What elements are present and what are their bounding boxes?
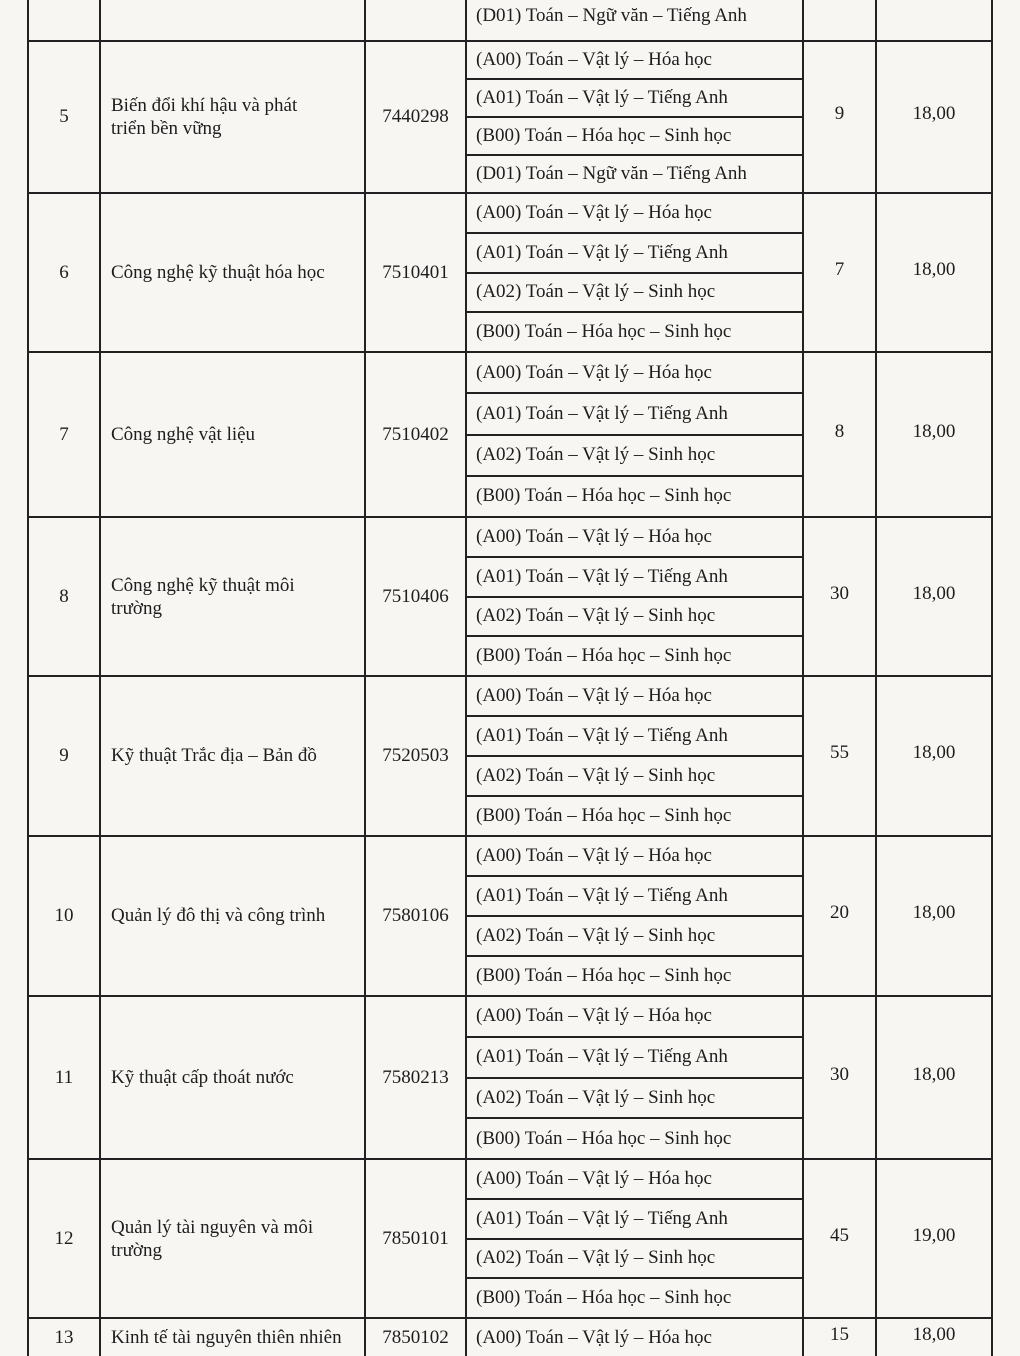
enrollment-quota: 45 bbox=[830, 1224, 849, 1246]
major-code: 7850101 bbox=[382, 1227, 449, 1249]
row-number: 12 bbox=[54, 1227, 74, 1249]
subject-separator bbox=[466, 78, 803, 80]
subject-combination: (A01) Toán – Vật lý – Tiếng Anh bbox=[476, 565, 728, 587]
row-border bbox=[28, 192, 992, 194]
subject-separator bbox=[466, 795, 803, 797]
row-number: 8 bbox=[59, 585, 69, 607]
subject-separator bbox=[466, 915, 803, 917]
major-name: Kinh tế tài nguyên thiên nhiên bbox=[111, 1327, 342, 1348]
subject-combination: (A00) Toán – Vật lý – Hóa học bbox=[476, 845, 712, 866]
row-border bbox=[28, 835, 992, 837]
subject-combination: (B00) Toán – Hóa học – Sinh học bbox=[476, 125, 732, 146]
subject-combination: (B00) Toán – Hóa học – Sinh học bbox=[476, 1287, 732, 1309]
subject-separator bbox=[466, 955, 803, 957]
subject-separator bbox=[466, 475, 803, 477]
major-code: 7440298 bbox=[382, 106, 449, 127]
subject-combination: (A00) Toán – Vật lý – Hóa học bbox=[476, 201, 712, 223]
benchmark-score: 18,00 bbox=[912, 902, 956, 923]
subject-combination: (A00) Toán – Vật lý – Hóa học bbox=[476, 1005, 712, 1027]
subject-combination: (A02) Toán – Vật lý – Sinh học bbox=[476, 281, 716, 303]
subject-combination: (A00) Toán – Vật lý – Hóa học bbox=[476, 1167, 712, 1189]
column-border-0 bbox=[27, 0, 29, 1356]
subject-separator bbox=[466, 875, 803, 877]
row-number: 9 bbox=[59, 745, 69, 766]
subject-separator bbox=[466, 715, 803, 717]
subject-combination: (A00) Toán – Vật lý – Hóa học bbox=[476, 525, 712, 547]
major-name: Biến đổi khí hậu và phát triển bền vững bbox=[111, 95, 298, 139]
subject-separator bbox=[466, 1198, 803, 1200]
major-name: Công nghệ kỹ thuật môi trường bbox=[111, 574, 295, 619]
row-number: 11 bbox=[54, 1066, 74, 1088]
subject-combination: (B00) Toán – Hóa học – Sinh học bbox=[476, 805, 732, 826]
major-code: 7510402 bbox=[382, 423, 449, 445]
row-number: 5 bbox=[59, 106, 69, 127]
column-border-5 bbox=[875, 0, 877, 1356]
subject-combination: (B00) Toán – Hóa học – Sinh học bbox=[476, 485, 732, 507]
row-border bbox=[28, 675, 992, 677]
column-border-2 bbox=[364, 0, 366, 1356]
benchmark-score: 18,00 bbox=[912, 742, 956, 763]
subject-separator bbox=[466, 154, 803, 156]
subject-combination: (A02) Toán – Vật lý – Sinh học bbox=[476, 765, 716, 786]
major-name: Quản lý tài nguyên và môi trường bbox=[111, 1216, 314, 1261]
subject-combination: (A01) Toán – Vật lý – Tiếng Anh bbox=[476, 1046, 728, 1068]
subject-separator bbox=[466, 1238, 803, 1240]
enrollment-quota: 15 bbox=[830, 1324, 849, 1345]
subject-combination: (A00) Toán – Vật lý – Hóa học bbox=[476, 49, 712, 70]
row-border bbox=[28, 40, 992, 42]
subject-combination: (A01) Toán – Vật lý – Tiếng Anh bbox=[476, 885, 728, 906]
subject-combination: (A01) Toán – Vật lý – Tiếng Anh bbox=[476, 725, 728, 746]
subject-separator bbox=[466, 392, 803, 394]
enrollment-quota: 20 bbox=[830, 902, 849, 923]
column-border-3 bbox=[465, 0, 467, 1356]
subject-combination: (A02) Toán – Vật lý – Sinh học bbox=[476, 444, 716, 466]
major-code: 7510401 bbox=[382, 261, 449, 283]
major-code: 7580106 bbox=[382, 905, 449, 926]
subject-separator bbox=[466, 311, 803, 313]
benchmark-score: 18,00 bbox=[912, 1063, 956, 1085]
benchmark-score: 18,00 bbox=[912, 582, 956, 604]
column-border-4 bbox=[802, 0, 804, 1356]
enrollment-quota: 9 bbox=[834, 103, 845, 124]
row-border bbox=[28, 516, 992, 518]
enrollment-quota: 30 bbox=[830, 582, 849, 604]
subject-combination: (B00) Toán – Hóa học – Sinh học bbox=[476, 965, 732, 986]
subject-combination: (A00) Toán – Vật lý – Hóa học bbox=[476, 685, 712, 706]
enrollment-quota: 55 bbox=[830, 742, 849, 763]
major-name: Quản lý đô thị và công trình bbox=[111, 905, 326, 926]
subject-separator bbox=[466, 635, 803, 637]
row-number: 7 bbox=[59, 423, 69, 445]
major-name: Công nghệ vật liệu bbox=[111, 423, 256, 445]
row-number: 6 bbox=[59, 261, 69, 283]
major-code: 7510406 bbox=[382, 585, 449, 607]
subject-separator bbox=[466, 116, 803, 118]
subject-separator bbox=[466, 1277, 803, 1279]
major-code: 7850102 bbox=[382, 1327, 449, 1348]
major-code: 7580213 bbox=[382, 1066, 449, 1088]
subject-combination: (A00) Toán – Vật lý – Hóa học bbox=[476, 1327, 712, 1348]
benchmark-score: 19,00 bbox=[912, 1224, 956, 1246]
major-name: Công nghệ kỹ thuật hóa học bbox=[111, 261, 325, 283]
benchmark-score: 18,00 bbox=[912, 1324, 956, 1345]
subject-combination: (A00) Toán – Vật lý – Hóa học bbox=[476, 361, 712, 383]
benchmark-score: 18,00 bbox=[912, 420, 956, 442]
subject-combination: (B00) Toán – Hóa học – Sinh học bbox=[476, 1127, 732, 1149]
subject-separator bbox=[466, 755, 803, 757]
subject-separator bbox=[466, 1077, 803, 1079]
subject-combination: (B00) Toán – Hóa học – Sinh học bbox=[476, 321, 732, 343]
major-code: 7520503 bbox=[382, 745, 449, 766]
subject-combination: (A01) Toán – Vật lý – Tiếng Anh bbox=[476, 241, 728, 263]
benchmark-score: 18,00 bbox=[912, 103, 956, 124]
subject-combination: (A01) Toán – Vật lý – Tiếng Anh bbox=[476, 402, 728, 424]
row-number: 13 bbox=[54, 1327, 74, 1348]
subject-combination: (B00) Toán – Hóa học – Sinh học bbox=[476, 645, 732, 667]
row-border bbox=[28, 995, 992, 997]
row-border bbox=[28, 351, 992, 353]
enrollment-quota: 30 bbox=[830, 1063, 849, 1085]
subject-separator bbox=[466, 272, 803, 274]
subject-separator bbox=[466, 232, 803, 234]
subject-combination: (A01) Toán – Vật lý – Tiếng Anh bbox=[476, 87, 728, 108]
subject-combination: (D01) Toán – Ngữ văn – Tiếng Anh bbox=[476, 5, 747, 26]
subject-separator bbox=[466, 596, 803, 598]
subject-combination: (A02) Toán – Vật lý – Sinh học bbox=[476, 605, 716, 627]
subject-combination: (A02) Toán – Vật lý – Sinh học bbox=[476, 1086, 716, 1108]
column-border-1 bbox=[99, 0, 101, 1356]
subject-combination: (D01) Toán – Ngữ văn – Tiếng Anh bbox=[476, 163, 747, 184]
subject-separator bbox=[466, 434, 803, 436]
column-border-6 bbox=[991, 0, 993, 1356]
major-name: Kỹ thuật cấp thoát nước bbox=[111, 1066, 294, 1088]
enrollment-quota: 8 bbox=[834, 420, 845, 442]
subject-combination: (A01) Toán – Vật lý – Tiếng Anh bbox=[476, 1207, 728, 1229]
row-number: 10 bbox=[54, 905, 74, 926]
subject-combination: (A02) Toán – Vật lý – Sinh học bbox=[476, 1247, 716, 1269]
row-border bbox=[28, 1158, 992, 1160]
subject-separator bbox=[466, 1036, 803, 1038]
row-border bbox=[28, 1317, 992, 1319]
subject-separator bbox=[466, 556, 803, 558]
major-name: Kỹ thuật Trắc địa – Bản đồ bbox=[111, 745, 317, 766]
subject-combination: (A02) Toán – Vật lý – Sinh học bbox=[476, 925, 716, 946]
enrollment-quota: 7 bbox=[834, 258, 845, 280]
benchmark-score: 18,00 bbox=[912, 258, 956, 280]
subject-separator bbox=[466, 1117, 803, 1119]
